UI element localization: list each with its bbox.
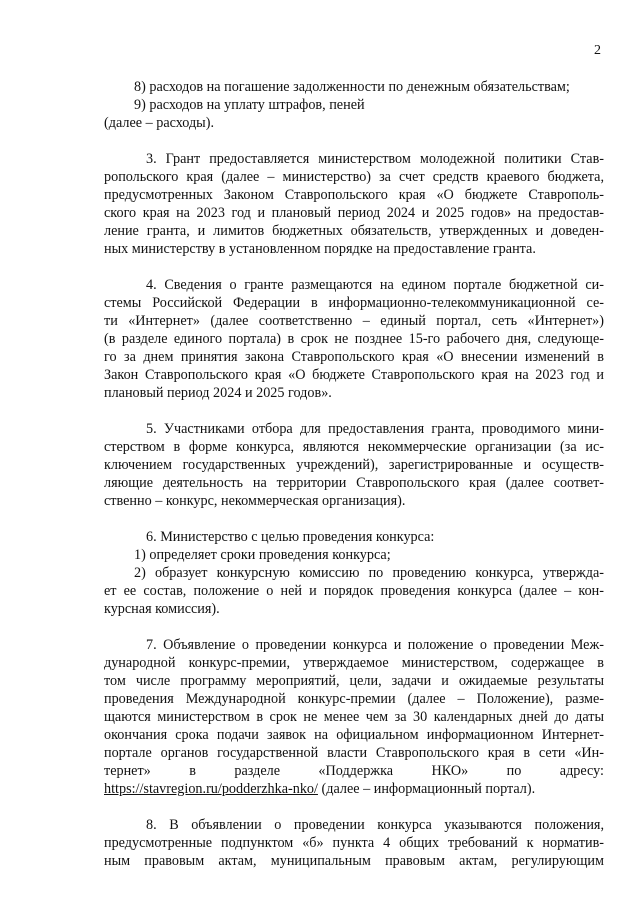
text-line: 9) расходов на уплату штрафов, пеней: [134, 97, 365, 113]
text-line: 7. Объявление о проведении конкурса и положение о проведении Меж-: [146, 637, 604, 653]
text-line: 5. Участниками отбора для предоставления гранта, проводимого мини-: [146, 421, 604, 437]
text-line: стемы Российской Федерации в информационно-телекоммуникационной се-: [104, 295, 604, 311]
text-line: ным правовым актам, муниципальным правовым актам, регулирующим: [104, 853, 604, 869]
text-line: тернет» в разделе «Поддержка НКО» по адресу:: [104, 763, 604, 779]
text-line: плановый период 2024 и 2025 годов».: [104, 385, 332, 401]
text-line: курсная комиссия).: [104, 601, 220, 617]
text-line: (далее – расходы).: [104, 115, 214, 131]
text-line: 6. Министерство с целью проведения конкурса:: [146, 529, 435, 545]
text-line: проведения Международной конкурс-премии (далее – Положение), разме-: [104, 691, 604, 707]
text-line: 1) определяет сроки проведения конкурса;: [134, 547, 391, 563]
text-line: ти «Интернет» (далее соответственно – единый портал, сеть «Интернет»): [104, 313, 604, 329]
text-fragment: (далее – информационный портал).: [317, 781, 536, 797]
text-line: том числе программу мероприятий, цели, задачи и ожидаемые результаты: [104, 673, 604, 689]
page-number: 2: [594, 43, 601, 58]
portal-link[interactable]: https://stavregion.ru/podderzhka-nko/: [104, 781, 318, 797]
text-line: 8. В объявлении о проведении конкурса указываются положения,: [146, 817, 604, 833]
text-line: дународной конкурс-премии, утверждаемое министерством, содержащее в: [104, 655, 604, 671]
text-line: портале органов государственной власти Ставропольского края в сети «Ин-: [104, 745, 604, 761]
text-line: предусмотренные подпунктом «б» пункта 4 общих требований к норматив-: [104, 835, 604, 851]
text-line: ропольского края (далее – министерство) за счет средств краевого бюджета,: [104, 169, 604, 185]
text-line: го за днем принятия закона Ставропольского края «О внесении изменений в: [104, 349, 604, 365]
text-line: стерством в форме конкурса, являются некоммерческие организации (за ис-: [104, 439, 604, 455]
text-line: 3. Грант предоставляется министерством молодежной политики Став-: [146, 151, 604, 167]
text-line: 2) образует конкурсную комиссию по проведению конкурса, утвержда-: [134, 565, 604, 581]
text-line: ского края на 2023 год и плановый период 2024 и 2025 годов» на предостав-: [104, 205, 604, 221]
text-line: ет ее состав, положение о ней и порядок проведения конкурса (далее – кон-: [104, 583, 604, 599]
document-body: [104, 78, 604, 870]
text-line: окончания срока подачи заявок на официальном информационном Интернет-: [104, 727, 604, 743]
text-line: ляющие деятельность на территории Ставропольского края (далее соответ-: [104, 475, 604, 491]
text-line: ных министерству в установленном порядке на предоставление гранта.: [104, 241, 536, 257]
text-line: ключением государственных учреждений), зарегистрированные и осуществ-: [104, 457, 604, 473]
text-line: ление гранта, и лимитов бюджетных обязательств, утвержденных и доведен-: [104, 223, 604, 239]
text-line: Закон Ставропольского края «О бюджете Ставропольского края на 2023 год и: [104, 367, 604, 383]
text-line: щаются министерством в срок не менее чем за 30 календарных дней до даты: [104, 709, 604, 725]
text-line: [104, 780, 604, 798]
text-line: предусмотренных Законом Ставропольского края «О бюджете Ставрополь-: [104, 187, 604, 203]
text-line: 4. Сведения о гранте размещаются на едином портале бюджетной си-: [146, 277, 604, 293]
text-line: ственно – конкурс, некоммерческая организация).: [104, 493, 406, 509]
text-line: (в разделе единого портала) в срок не позднее 15-го рабочего дня, следующе-: [104, 331, 604, 347]
text-line: 8) расходов на погашение задолженности по денежным обязательствам;: [134, 79, 570, 95]
